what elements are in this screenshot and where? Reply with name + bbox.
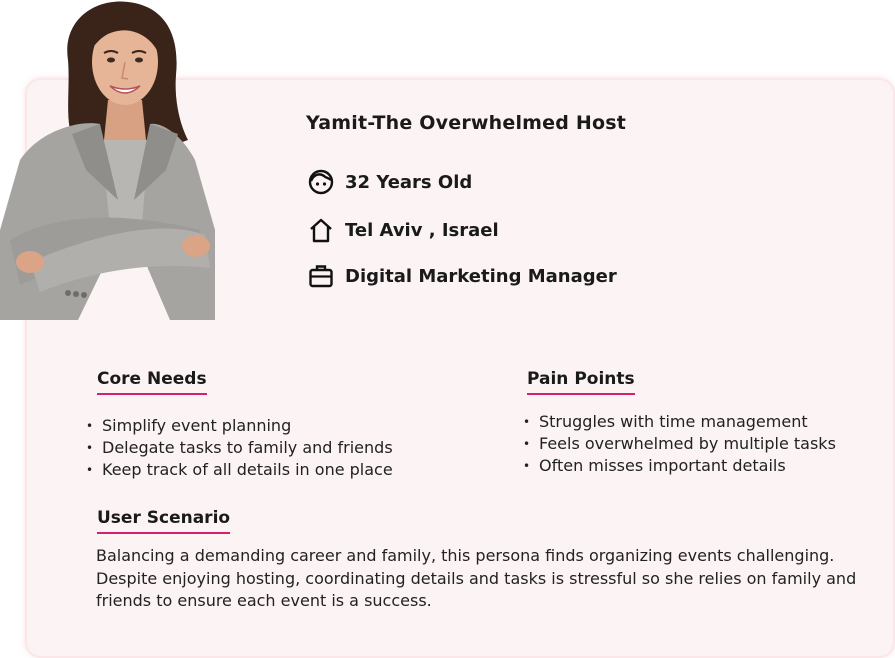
core-needs-title: Core Needs (97, 369, 207, 395)
user-scenario-text: Balancing a demanding career and family, this persona finds organizing events challenging. Despite enjoying hosting, coordinating details and tasks is stressful so she relies on family and friends to ensure each event is a success. (96, 546, 857, 610)
list-item: • Keep track of all details in one place (86, 459, 393, 481)
persona-age: 32 Years Old (345, 171, 473, 193)
location-row (307, 216, 499, 244)
list-item: • Delegate tasks to family and friends (86, 437, 393, 459)
list-item: • Simplify event planning (86, 415, 393, 437)
list-item: • Struggles with time management (523, 411, 836, 433)
persona-occupation: Digital Marketing Manager (345, 265, 617, 287)
core-needs-list (86, 415, 393, 481)
persona-photo (0, 0, 215, 320)
pain-points-title: Pain Points (527, 369, 635, 395)
list-item: • Feels overwhelmed by multiple tasks (523, 433, 836, 455)
briefcase-icon (307, 262, 335, 290)
pain-points-list (523, 411, 836, 477)
face-icon (307, 168, 335, 196)
age-row (307, 168, 472, 196)
persona-location: Tel Aviv , Israel (345, 219, 499, 241)
persona-name: Yamit-The Overwhelmed Host (306, 112, 627, 134)
home-icon (307, 216, 335, 244)
user-scenario-title: User Scenario (97, 508, 230, 534)
list-item: • Often misses important details (523, 455, 836, 477)
occupation-row (307, 262, 617, 290)
